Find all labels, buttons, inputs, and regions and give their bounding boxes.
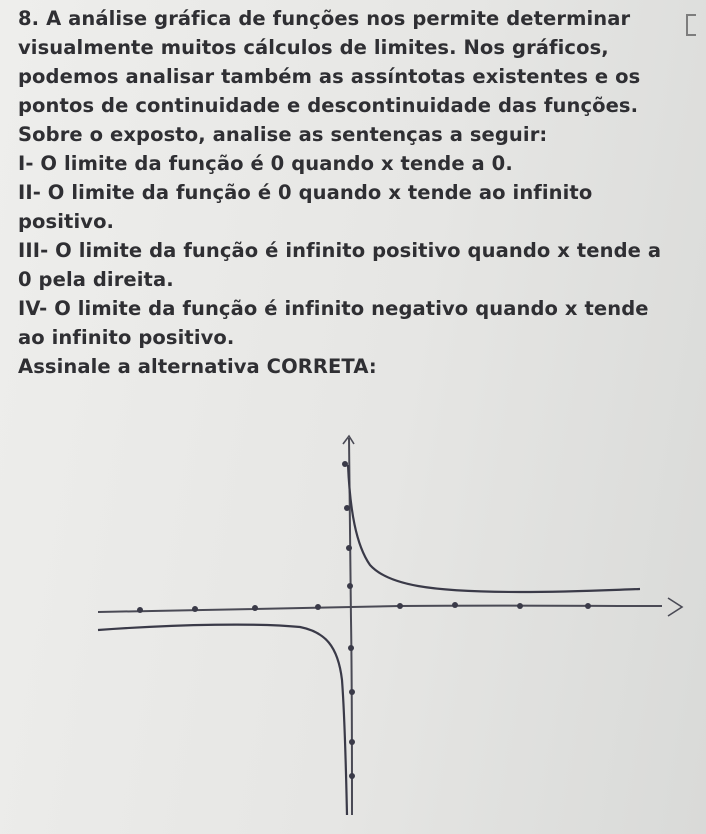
statement-1: I- O limite da função é 0 quando x tende a 0. (18, 152, 513, 175)
curve-right-branch (348, 465, 640, 592)
axis-tick-marks (137, 461, 591, 779)
x-axis-arrow (668, 598, 682, 616)
curve-left-branch (98, 625, 347, 815)
statement-4: IV- O limite da função é infinito negativo quando x tende ao infinito positivo. (18, 297, 649, 349)
question-intro: 8. A análise gráfica de funções nos permite determinar visualmente muitos cálculos de limites. Nos gráficos, podemos analisar também as assíntotas existentes e os pontos de continuidade e descontinuidade das funções. Sobre o exposto, analise as sentenças a seguir: (18, 7, 641, 146)
question-prompt: Assinale a alternativa CORRETA: (18, 355, 377, 378)
corner-bracket-mark (686, 14, 696, 36)
question-block (18, 4, 678, 381)
statement-2: II- O limite da função é 0 quando x tende ao infinito positivo. (18, 181, 593, 233)
x-axis (98, 606, 662, 612)
statement-3: III- O limite da função é infinito positivo quando x tende a 0 pela direita. (18, 239, 662, 291)
function-graph (0, 420, 706, 834)
